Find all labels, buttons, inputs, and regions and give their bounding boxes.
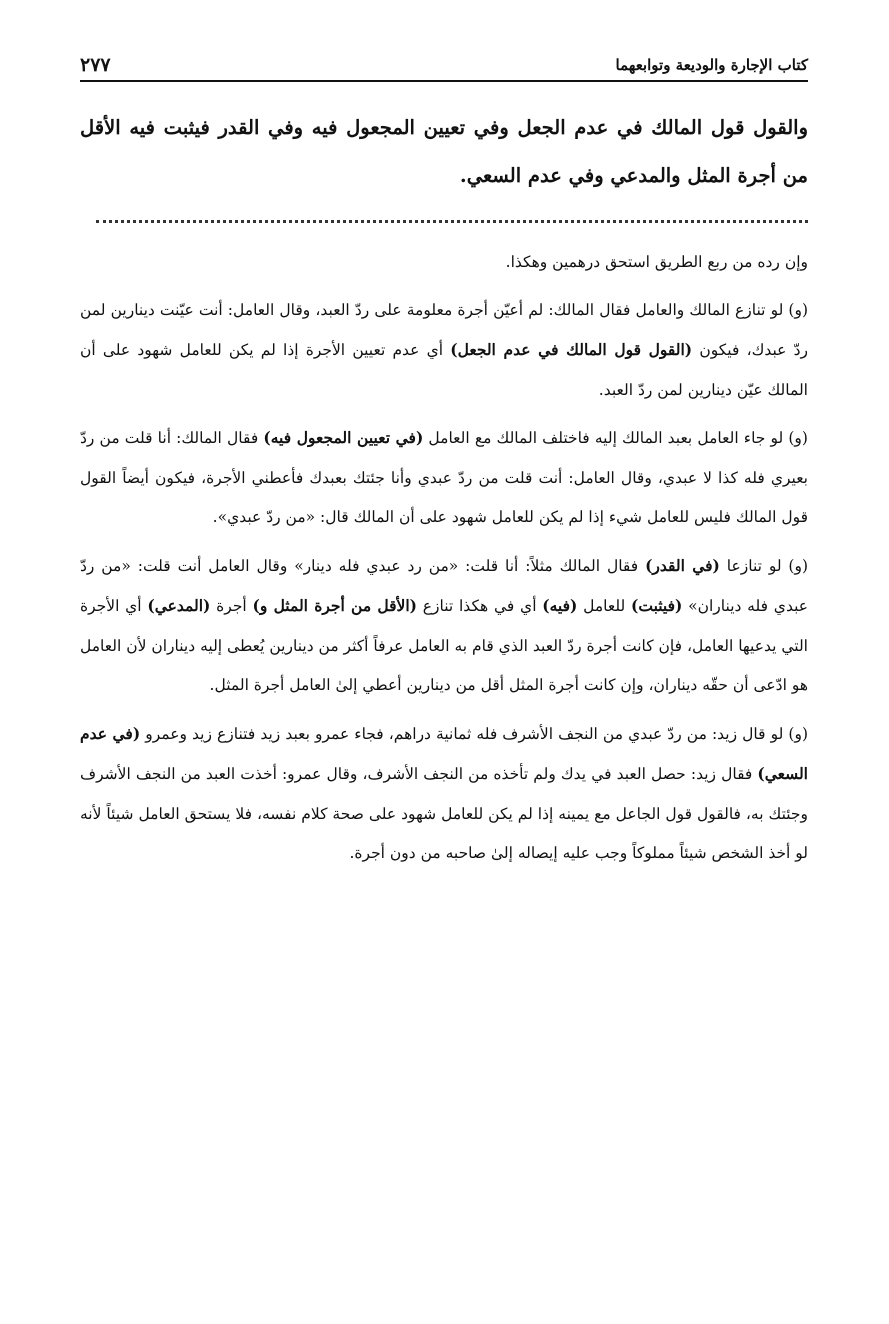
quoted-term: (القول قول المالك في عدم الجعل) bbox=[450, 340, 693, 359]
quoted-term: (في تعيين المجعول فيه) bbox=[263, 428, 424, 447]
quoted-term: (فيه) bbox=[542, 596, 578, 615]
commentary-paragraph-3 bbox=[80, 418, 808, 538]
text-segment: (و) لو تنازعا bbox=[719, 556, 809, 575]
commentary-paragraph-4 bbox=[80, 546, 808, 706]
commentary-paragraph-1 bbox=[80, 243, 808, 283]
quoted-term: (في عدم السعي) bbox=[80, 723, 808, 783]
text-segment: أجرة bbox=[210, 597, 253, 615]
quoted-term: (فيثبت) bbox=[631, 596, 683, 615]
book-page bbox=[80, 42, 808, 882]
commentary-paragraph-2 bbox=[80, 291, 808, 411]
text-segment: فقال المالك: أنا قلت من ردّ بعيري فله كذا لا عبدي، وقال العامل: أنت قلت من ردّ عبدي وأنا جئتك بعبدك فأعطني الأجرة، فيكون أيضاً القول قول المالك فليس للعامل شيء إذا لم يكن للعامل شهود على أن المالك قال: «من ردّ عبدي». bbox=[80, 429, 808, 526]
text-segment: أي في هكذا تنازع bbox=[417, 597, 543, 615]
text-segment: للعامل bbox=[577, 597, 632, 615]
text-segment: أي عدم تعيين الأجرة إذا لم يكن للعامل شهود على أن المالك عيّن دينارين لمن ردّ العبد. bbox=[80, 341, 808, 399]
text-segment: أي الأجرة التي يدعيها العامل، فإن كانت أجرة ردّ العبد الذي قام به العامل عرفاً أكثر من دينارين يُعطى إليه ديناران لأن العامل هو ادّعى أن حقّه ديناران، وإن كانت أجرة المثل أقل من دينارين أعطي إلىٰ العامل أجرة المثل. bbox=[80, 597, 808, 694]
text-segment: فقال زيد: حصل العبد في يدك ولم تأخذه من النجف الأشرف، وقال عمرو: أخذت العبد من النجف الأشرف وجئتك به، فالقول قول الجاعل مع يمينه إذا لم يكن للعامل شهود على صحة كلام نفسه، فلا يستحق العامل شيئاً لأنه لو أخذ الشخص شيئاً مملوكاً وجب عليه إيصاله إلىٰ صاحبه من دون أجرة. bbox=[80, 765, 808, 862]
text-segment: (و) لو قال زيد: من ردّ عبدي من النجف الأشرف فله ثمانية دراهم، فجاء عمرو بعبد زيد فتنازع زيد وعمرو bbox=[140, 724, 808, 743]
text-segment: وإن رده من ربع الطريق استحق درهمين وهكذا. bbox=[505, 253, 808, 271]
main-text: والقول قول المالك في عدم الجعل وفي تعيين المجعول فيه وفي القدر فيثبت فيه الأقل من أجرة المثل والمدعي وفي عدم السعي. bbox=[80, 116, 808, 187]
running-title: كتاب الإجارة والوديعة وتوابعهما bbox=[615, 56, 808, 74]
commentary-paragraph-5 bbox=[80, 714, 808, 874]
page-number: ٢٧٧ bbox=[80, 54, 111, 76]
text-segment: فقال المالك مثلاً: أنا قلت: «من رد عبدي فله دينار» وقال العامل أنت قلت: «من ردّ عبدي فله ديناران» bbox=[80, 556, 809, 615]
text-segment: (و) لو جاء العامل بعبد المالك إليه فاختلف المالك مع العامل bbox=[423, 429, 808, 447]
quoted-term: (المدعي) bbox=[147, 596, 211, 615]
quoted-term: (الأقل من أجرة المثل و) bbox=[252, 596, 417, 615]
text-segment: (و) لو تنازع المالك والعامل فقال المالك: لم أعيّن أجرة معلومة على ردّ العبد، وقال العامل: أنت عيّنت دينارين لمن ردّ عبدك، فيكون bbox=[80, 300, 808, 359]
page-header bbox=[80, 42, 808, 82]
quoted-term: (في القدر) bbox=[645, 555, 720, 575]
dotted-divider bbox=[96, 220, 808, 223]
commentary bbox=[80, 243, 808, 874]
